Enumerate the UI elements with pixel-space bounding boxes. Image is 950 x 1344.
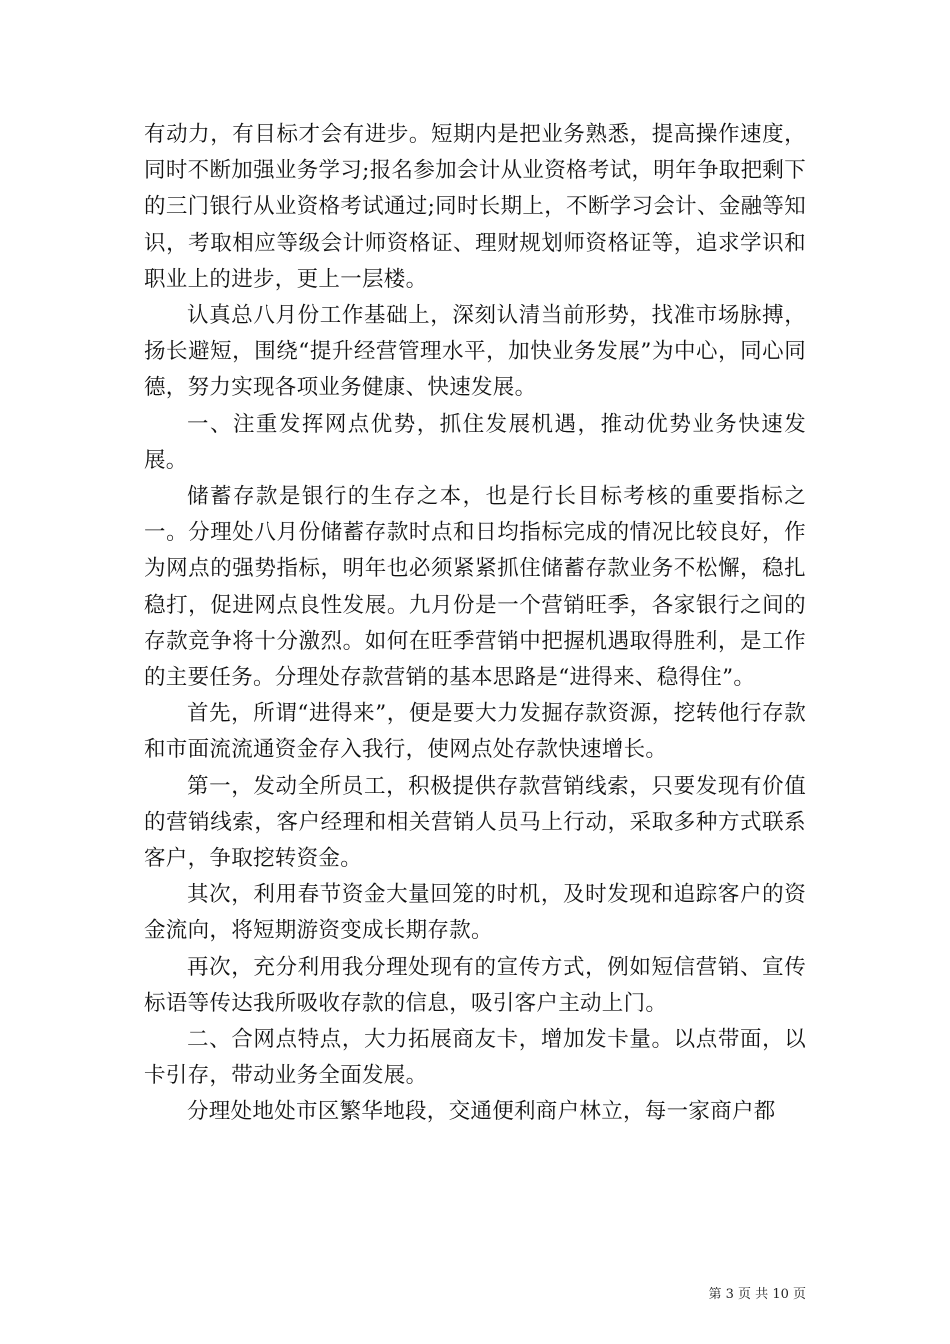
paragraph-6: 其次，利用春节资金大量回笼的时机，及时发现和追踪客户的资金流向，将短期游资变成长期存款。 [144, 882, 806, 944]
paragraph-1: 有动力，有目标才会有进步。短期内是把业务熟悉，提高操作速度，同时不断加强业务学习;报名参加会计从业资格考试，明年争取把剩下的三门银行从业资格考试通过;同时长期上，不断学习会计、金融等知识，考取相应等级会计师资格证、理财规划师资格证等，追求学识和职业上的进步，更上一层楼。 [144, 122, 806, 292]
paragraph-5: 第一，发动全所员工，积极提供存款营销线索，只要发现有价值的营销线索，客户经理和相关营销人员马上行动，采取多种方式联系客户，争取挖转资金。 [144, 773, 806, 872]
document-body [144, 117, 806, 1131]
section-heading-1: 一、注重发挥网点优势，抓住发展机遇，推动优势业务快速发展。 [144, 411, 806, 473]
paragraph-8: 分理处地处市区繁华地段，交通便利商户林立，每一家商户都 [187, 1099, 776, 1125]
page-number: 第 3 页 共 10 页 [708, 1287, 806, 1302]
paragraph-2: 认真总八月份工作基础上，深刻认清当前形势，找准市场脉搏，扬长避短，围绕“提升经营管理水平，加快业务发展”为中心，同心同德，努力实现各项业务健康、快速发展。 [144, 303, 806, 401]
paragraph-4: 首先，所谓“进得来”，便是要大力发掘存款资源，挖转他行存款和市面流流通资金存入我行，使网点处存款快速增长。 [144, 701, 806, 763]
paragraph-3: 储蓄存款是银行的生存之本，也是行长目标考核的重要指标之一。分理处八月份储蓄存款时点和日均指标完成的情况比较良好，作为网点的强势指标，明年也必须紧紧抓住储蓄存款业务不松懈，稳扎稳打，促进网点良性发展。九月份是一个营销旺季，各家银行之间的存款竞争将十分激烈。如何在旺季营销中把握机遇取得胜利，是工作的主要任务。分理处存款营销的基本思路是“进得来、稳得住”。 [144, 484, 806, 691]
section-heading-2: 二、合网点特点，大力拓展商友卡，增加发卡量。以点带面，以卡引存，带动业务全面发展。 [144, 1027, 806, 1089]
paragraph-7: 再次，充分利用我分理处现有的宣传方式，例如短信营销、宣传标语等传达我所吸收存款的信息，吸引客户主动上门。 [144, 954, 806, 1016]
